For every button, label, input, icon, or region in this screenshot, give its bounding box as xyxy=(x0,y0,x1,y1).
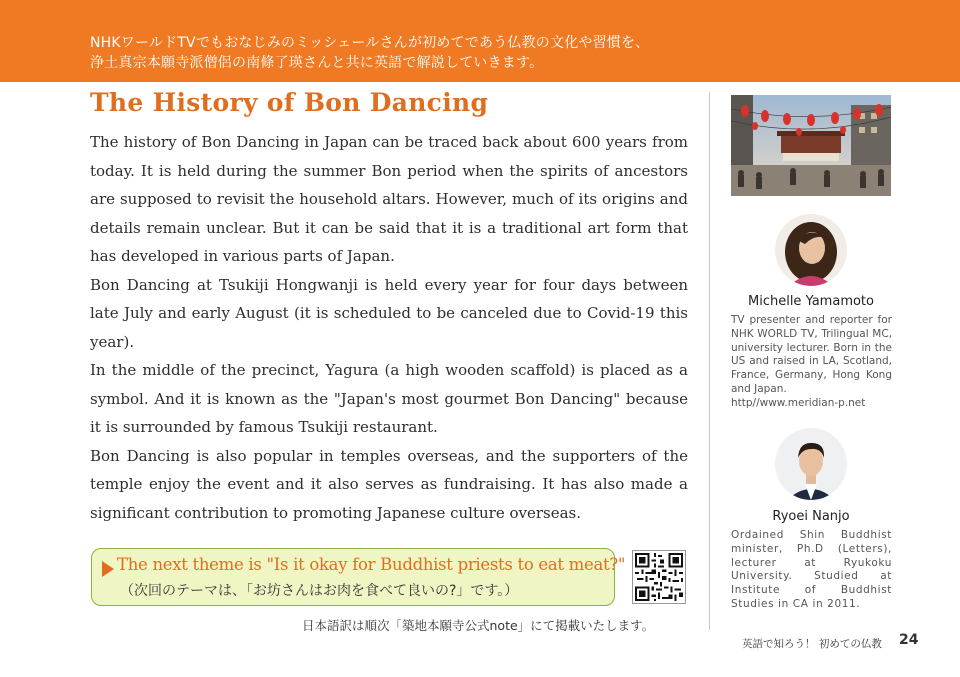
header-line-1: NHKワールドTVでもおなじみのミッシェールさんが初めてであう仏教の文化や習慣を、 xyxy=(90,35,650,51)
profile-bio xyxy=(731,314,892,411)
avatar xyxy=(775,214,847,286)
qr-code-icon[interactable] xyxy=(632,550,686,604)
column-divider xyxy=(709,92,710,630)
next-theme-callout xyxy=(91,548,626,606)
article-paragraph: Bon Dancing is also popular in temples overseas, and the supporters of the temple enjoy the event and it also serves as fundraising. It has also made a significant contribution to promoting Japanese culture overseas. xyxy=(90,446,688,522)
article-paragraph: In the middle of the precinct, Yagura (a high wooden scaffold) is placed as a symbol. And it is known as the "Japan's most gourmet Bon Dancing" because it is surrounded by famous Tsukiji restaurant. xyxy=(90,361,688,436)
footer-series-label: 英語で知ろう！ 初めての仏教 xyxy=(742,638,882,650)
header-banner xyxy=(0,0,960,82)
article-paragraph: The history of Bon Dancing in Japan can be traced back about 600 years from today. It is held during the summer Bon period when the spirits of ancestors are supposed to revisit the household altars. However, much of its origins and details remain unclear. But it can be said that it is a traditional art form that has developed in various parts of Japan. xyxy=(90,133,688,265)
avatar xyxy=(775,428,847,500)
profile-bio: Ordained Shin Buddhist minister, Ph.D (Letters), lecturer at Ryukoku University. Studied at Institute of Buddhist Studies in CA in 2011. xyxy=(731,529,892,610)
article-body xyxy=(90,128,688,527)
translation-note: 日本語訳は順次「築地本願寺公式note」にて掲載いたします。 xyxy=(302,618,655,633)
profile-bio-text: TV presenter and reporter for NHK WORLD TV, Trilingual MC, university lecturer. Born in the US and raised in LA, Scotland, France, Germany, Hong Kong and Japan. xyxy=(731,314,892,395)
profile-name: Ryoei Nanjo xyxy=(772,509,850,524)
article-title: The History of Bon Dancing xyxy=(90,88,489,117)
next-theme-japanese: （次回のテーマは、「お坊さんはお肉を食べて良いの?」です。） xyxy=(120,583,519,599)
page-number: 24 xyxy=(899,632,919,648)
next-theme-english: The next theme is "Is it okay for Buddhist priests to eat meat?" xyxy=(117,555,626,574)
profile-url[interactable]: http//www.meridian-p.net xyxy=(731,396,866,409)
profile-name: Michelle Yamamoto xyxy=(748,294,874,309)
article-paragraph: Bon Dancing at Tsukiji Hongwanji is held every year for four days between late July and early August (it is scheduled to be canceled due to Covid-19 this year). xyxy=(90,275,688,351)
triangle-arrow-icon xyxy=(102,561,114,577)
bon-dance-festival-photo xyxy=(731,95,891,196)
header-line-2: 浄土真宗本願寺派僧侶の南條了瑛さんと共に英語で解説していきます。 xyxy=(90,55,544,71)
